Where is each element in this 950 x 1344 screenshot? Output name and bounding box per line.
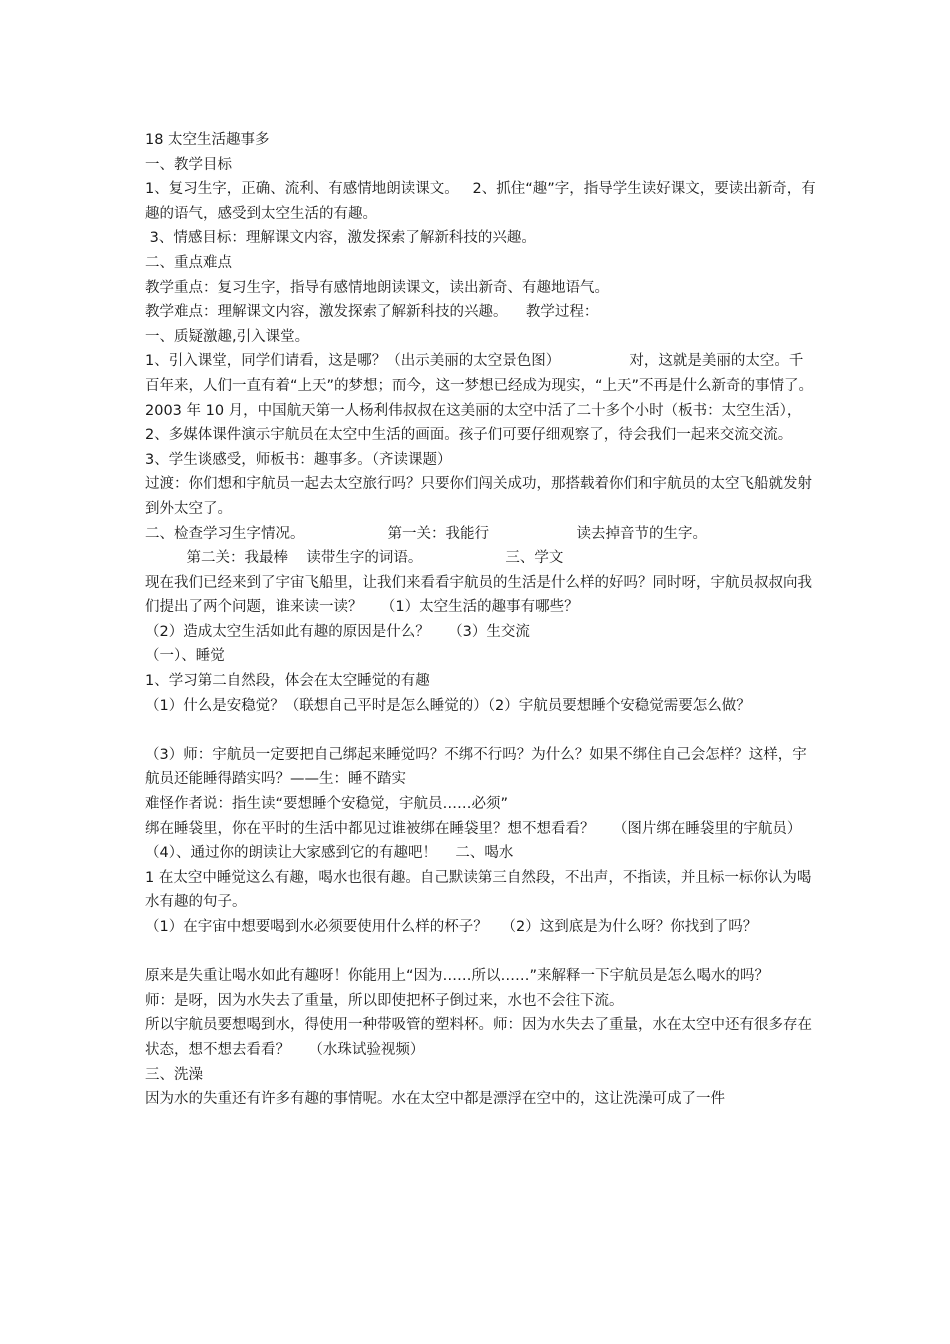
paragraph: 3、学生谈感受，师板书：趣事多。（齐读课题） xyxy=(145,451,452,468)
paragraph: 1、学习第二自然段，体会在太空睡觉的有趣 xyxy=(145,673,430,690)
paragraph: 教学难点：理解课文内容，激发探索了解新科技的兴趣。 教学过程： xyxy=(145,304,599,321)
section-heading: 三、洗澡 xyxy=(145,1066,203,1083)
paragraph: 过渡：你们想和宇航员一起去太空旅行吗？只要你们闯关成功，那搭载着你们和宇航员的太空飞船就发射到外太空了。 xyxy=(145,476,812,517)
paragraph: 第二关：我最棒 读带生字的词语。 三、学文 xyxy=(145,550,564,567)
paragraph: 2、多媒体课件演示宇航员在太空中生活的画面。孩子们可要仔细观察了，待会我们一起来交流交流。 xyxy=(145,427,793,444)
paragraph: （4）、通过你的朗读让大家感到它的有趣吧！ 二、喝水 xyxy=(145,845,514,862)
title: 18 太空生活趣事多 xyxy=(145,132,270,148)
paragraph: 1 在太空中睡觉这么有趣，喝水也很有趣。自己默读第三自然段，不出声，不指读，并且标一标你认为喝水有趣的句子。 xyxy=(145,869,812,911)
section-heading: 一、教学目标 xyxy=(145,156,232,173)
paragraph: 绑在睡袋里，你在平时的生活中都见过谁被绑在睡袋里？想不想看看？ （图片绑在睡袋里的宇航员） xyxy=(145,820,802,837)
paragraph: （1）什么是安稳觉？（联想自己平时是怎么睡觉的）（2）宇航员要想睡个安稳觉需要怎么做？ xyxy=(145,697,751,714)
paragraph: （2）造成太空生活如此有趣的原因是什么？ （3）生交流 xyxy=(145,623,530,640)
paragraph: （3）师：宇航员一定要把自己绑起来睡觉吗？不绑不行吗？为什么？如果不绑住自己会怎样？这样，宇航员还能睡得踏实吗？——生：睡不踏实 xyxy=(145,746,807,788)
paragraph: 原来是失重让喝水如此有趣呀！你能用上“因为……所以……”来解释一下宇航员是怎么喝水的吗？ xyxy=(145,968,770,985)
paragraph: 师：是呀，因为水失去了重量，所以即使把杯子倒过来，水也不会往下流。 xyxy=(145,992,624,1009)
paragraph: 1、引入课堂，同学们请看，这是哪？（出示美丽的太空景色图） 对，这就是美丽的太空。千百年来，人们一直有着“上天”的梦想；而今，这一梦想已经成为现实，“上天”不再是什么新奇的事情了。2003 年 10 月，中国航天第一人杨利伟叔叔在这美丽的太空中活了二十多个小时（板书：太空生活）， xyxy=(145,353,814,419)
section-heading: 二、检查学习生字情况。 第一关：我能行 读去掉音节的生字。 xyxy=(145,525,708,542)
section-heading: 二、重点难点 xyxy=(145,254,232,271)
paragraph: 3、情感目标：理解课文内容，激发探索了解新科技的兴趣。 xyxy=(145,230,536,247)
paragraph: 1、复习生字，正确、流利、有感情地朗读课文。 2、抓住“趣”字，指导学生读好课文，要读出新奇，有趣的语气，感受到太空生活的有趣。 xyxy=(145,181,816,222)
paragraph: 所以宇航员要想喝到水，得使用一种带吸管的塑料杯。师：因为水失去了重量，水在太空中还有很多存在状态，想不想去看看？ （水珠试验视频） xyxy=(145,1017,812,1058)
paragraph: 因为水的失重还有许多有趣的事情呢。水在太空中都是漂浮在空中的，这让洗澡可成了一件 xyxy=(145,1091,725,1108)
document-body xyxy=(145,128,817,1112)
section-heading: 一、质疑激趣,引入课堂。 xyxy=(145,328,310,345)
blank-line xyxy=(145,940,817,965)
paragraph: 现在我们已经来到了宇宙飞船里，让我们来看看宇航员的生活是什么样的好吗？同时呀，宇航员叔叔向我们提出了两个问题，谁来读一读？ （1）太空生活的趣事有哪些？ xyxy=(145,574,812,616)
section-heading: （一）、睡觉 xyxy=(145,648,225,665)
blank-line xyxy=(145,718,817,743)
paragraph: 教学重点：复习生字，指导有感情地朗读课文，读出新奇、有趣地语气。 xyxy=(145,279,609,296)
paragraph: （1）在宇宙中想要喝到水必须要使用什么样的杯子？ （2）这到底是为什么呀？你找到了吗？ xyxy=(145,919,758,935)
paragraph: 难怪作者说：指生读“要想睡个安稳觉，宇航员……必须” xyxy=(145,796,509,813)
